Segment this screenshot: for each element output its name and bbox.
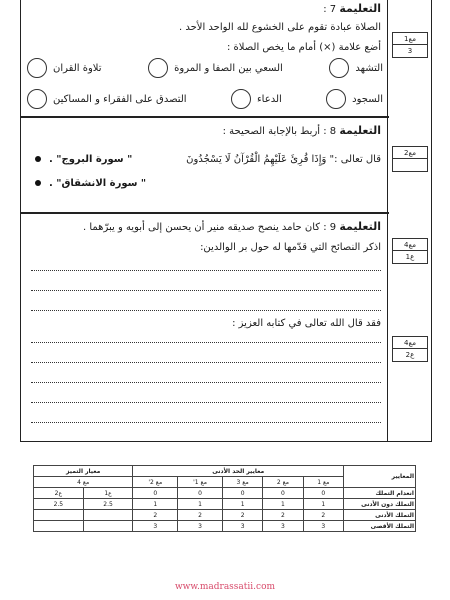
criterion-value	[393, 159, 427, 171]
minimum-criteria-header: معايير الحد الأدنى	[133, 466, 344, 477]
criterion-value: ع2	[405, 351, 415, 359]
criteria-box-9b	[392, 336, 428, 362]
table-cell: 3	[263, 521, 303, 532]
table-cell: ع1	[83, 488, 133, 499]
table-cell: 2	[222, 510, 262, 521]
sub-criterion: مع 4	[34, 477, 133, 488]
table-cell: 1	[222, 499, 262, 510]
answer-line[interactable]	[31, 342, 381, 343]
sub-criterion: مع 2	[263, 477, 303, 488]
sub-criterion: مع 1'	[178, 477, 223, 488]
evaluation-grid	[33, 465, 416, 532]
table-cell	[34, 521, 84, 532]
instruction-9-title	[29, 220, 381, 233]
questions-area	[21, 0, 389, 441]
question-2-text: فقد قال الله تعالى في كتابه العزيز :	[232, 318, 381, 329]
choice-label: " سورة البروج" .	[49, 154, 133, 165]
site-footer[interactable]: www.madrassatii.com	[174, 582, 276, 592]
table-cell: 0	[263, 488, 303, 499]
answer-circle[interactable]	[326, 89, 346, 109]
table-cell: 2.5	[83, 499, 133, 510]
table-cell: 1	[303, 499, 343, 510]
instruction-number: 9 : كان حامد ينصح صديقه منير أن يحسن إلى أبويه و يبرّهما .	[82, 222, 337, 233]
sub-criterion: مع 3	[222, 477, 262, 488]
table-cell: 3	[222, 521, 262, 532]
options-row-2	[27, 89, 383, 109]
table-cell	[83, 510, 133, 521]
instruction-9	[21, 214, 389, 442]
row-label: التملك الأقصى	[344, 521, 416, 532]
instruction-number: 8 : أربط بالإجابة الصحيحة :	[222, 126, 337, 137]
instruction-heading: التعليمة	[339, 220, 381, 233]
header-row	[34, 466, 416, 477]
answer-line[interactable]	[31, 310, 381, 311]
bullet-icon	[35, 180, 41, 186]
option-label: السعي بين الصفا و المروة	[174, 62, 283, 74]
table-row	[34, 499, 416, 510]
criterion-value: ع1	[405, 253, 415, 261]
excellence-header: معيار التميز	[34, 466, 133, 477]
option	[27, 58, 102, 78]
answer-line[interactable]	[31, 270, 381, 271]
criteria-box-8	[392, 146, 428, 172]
table-cell: 0	[222, 488, 262, 499]
sub-criterion: مع 1	[303, 477, 343, 488]
statement-text: الصلاة عبادة تقوم على الخشوع لله الواحد الأحد .	[178, 22, 381, 33]
option-label: السجود	[352, 93, 383, 105]
criterion-label: مع1	[393, 33, 427, 45]
table-cell: 1	[263, 499, 303, 510]
bullet-icon	[35, 156, 41, 162]
option	[329, 58, 383, 78]
criteria-box-7	[392, 32, 428, 58]
row-label: التملك دون الأدنى	[344, 499, 416, 510]
table-cell: 2	[303, 510, 343, 521]
table-row	[34, 510, 416, 521]
option	[27, 89, 187, 109]
options-row-1	[27, 58, 383, 78]
row-label: انعدام التملك	[344, 488, 416, 499]
criteria-column	[387, 0, 431, 441]
criterion-label: مع4	[393, 239, 427, 251]
question-text: أضع علامة (×) أمام ما يخص الصلاة :	[226, 42, 381, 53]
verse-text: قال تعالى :" وَإِذَا قُرِئَ عَلَيْهِمُ الْقُرْآنُ لَا يَسْجُدُونَ	[186, 154, 381, 165]
answer-line[interactable]	[31, 402, 381, 403]
instruction-heading: التعليمة	[339, 2, 381, 15]
sub-criterion: مع 2'	[133, 477, 178, 488]
table-cell: 3	[133, 521, 178, 532]
table-cell: ع2	[34, 488, 84, 499]
criteria-header: المعايير	[344, 466, 416, 488]
criterion-label: مع4	[393, 337, 427, 349]
table-row	[34, 488, 416, 499]
table-cell: 3	[178, 521, 223, 532]
option-label: التصدق على الفقراء و المساكين	[53, 93, 187, 105]
choice-label: " سورة الانشقاق" .	[49, 178, 147, 189]
question-1-text: اذكر النصائح التي قدّمها له حول بر الوالدين:	[200, 242, 381, 253]
instruction-7-title	[29, 2, 381, 15]
answer-line[interactable]	[31, 422, 381, 423]
table-cell: 0	[133, 488, 178, 499]
answer-line[interactable]	[31, 362, 381, 363]
answer-circle[interactable]	[231, 89, 251, 109]
option-label: تلاوة القران	[53, 62, 102, 74]
answer-circle[interactable]	[27, 89, 47, 109]
table-cell: 1	[133, 499, 178, 510]
row-label: التملك الأدنى	[344, 510, 416, 521]
option	[326, 89, 383, 109]
table-cell: 2	[178, 510, 223, 521]
option-label: التشهد	[355, 62, 383, 74]
instruction-8-title	[29, 124, 381, 137]
instruction-number: 7 :	[323, 4, 337, 15]
answer-circle[interactable]	[27, 58, 47, 78]
table-cell: 2	[263, 510, 303, 521]
option-label: الدعاء	[256, 93, 282, 105]
criterion-value: 3	[407, 47, 413, 55]
option	[148, 58, 283, 78]
table-cell: 2.5	[34, 499, 84, 510]
exam-sheet	[20, 0, 432, 442]
answer-line[interactable]	[31, 290, 381, 291]
criterion-label: مع2	[393, 147, 427, 159]
match-choice-2[interactable]	[35, 178, 146, 189]
criteria-box-9a	[392, 238, 428, 264]
instruction-heading: التعليمة	[339, 124, 381, 137]
option	[231, 89, 282, 109]
table-cell: 0	[303, 488, 343, 499]
answer-circle[interactable]	[148, 58, 168, 78]
answer-line[interactable]	[31, 382, 381, 383]
answer-circle[interactable]	[329, 58, 349, 78]
table-row	[34, 521, 416, 532]
table-cell: 2	[133, 510, 178, 521]
table-cell	[34, 510, 84, 521]
instruction-8	[21, 118, 389, 214]
instruction-7	[21, 0, 389, 118]
table-cell: 1	[178, 499, 223, 510]
table-cell	[83, 521, 133, 532]
table-cell: 0	[178, 488, 223, 499]
table-cell: 3	[303, 521, 343, 532]
match-choice-1[interactable]	[35, 154, 132, 165]
